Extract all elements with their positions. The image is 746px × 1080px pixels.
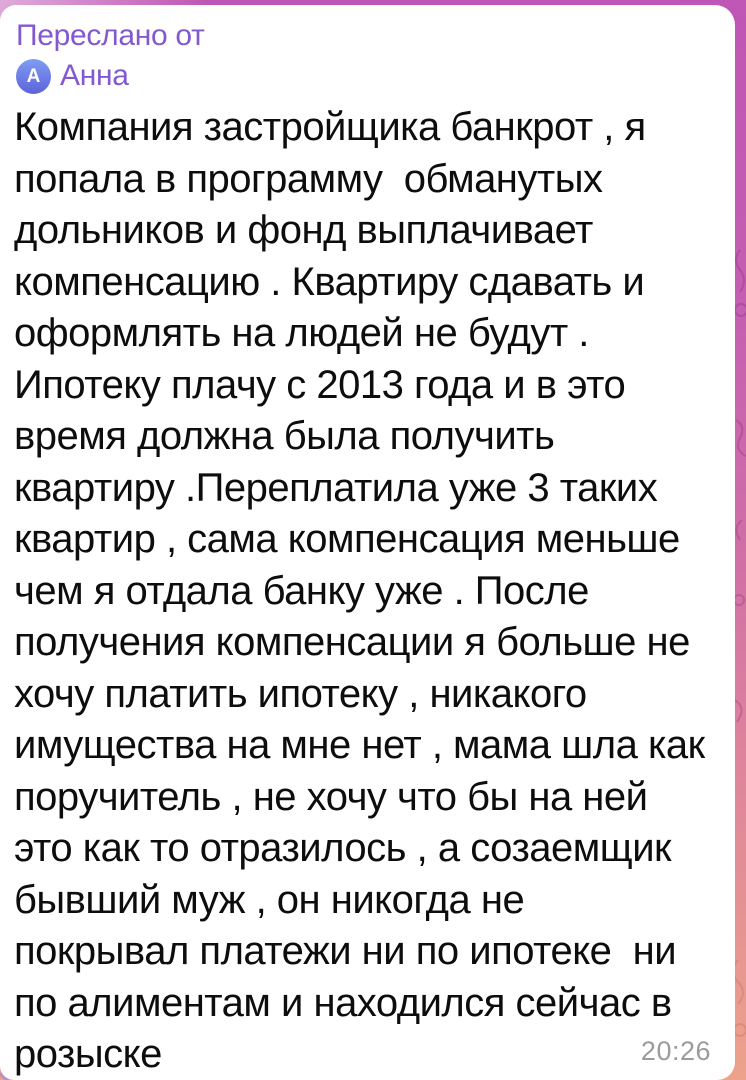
message-timestamp: 20:26 <box>640 1036 711 1066</box>
message-text: Компания застройщика банкрот , я попала в программу обманутых дольников и фонд выплачивает компенсацию . Квартиру сдавать и оформлять на людей не будут . Ипотеку плачу с 2013 года и в это время должна была получить квартиру .Переплатила уже 3 таких квартир , сама компенсация меньше чем я отдала банку уже . После получения компенсации я больше не хочу платить ипотеку , никакого имущества на мне нет , мама шла как поручитель , не хочу что бы на ней это как то отразилось , а созаемщик бывший муж , он никогда не покрывал платежи ни по ипотеке ни по алиментам и находился сейчас в розыске <box>14 105 716 1076</box>
sender-avatar[interactable] <box>16 59 51 94</box>
message-bubble <box>0 5 735 1080</box>
sender-name[interactable]: Анна <box>60 59 129 92</box>
forwarded-sender-row[interactable] <box>16 57 735 95</box>
sender-avatar-initial: А <box>26 65 41 87</box>
forwarded-from-label: Переслано от <box>16 19 205 52</box>
